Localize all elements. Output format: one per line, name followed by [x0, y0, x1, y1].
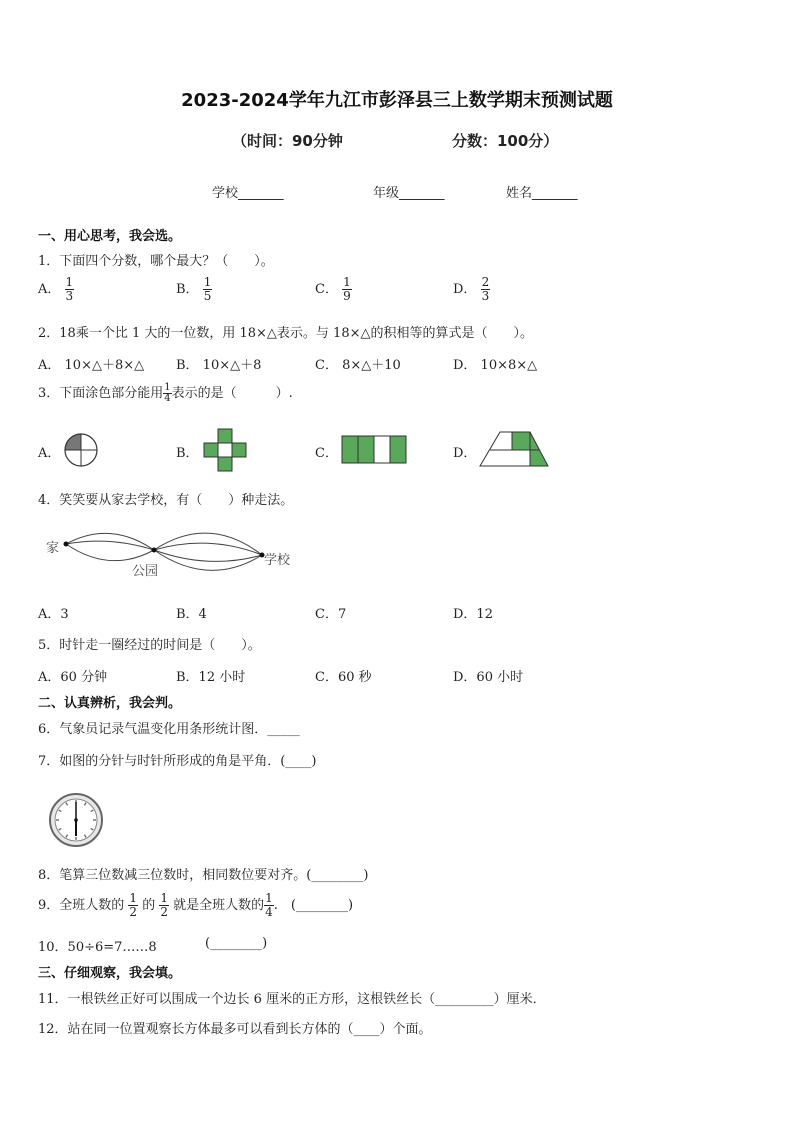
option-letter: B． [176, 282, 199, 297]
school-field[interactable]: 学校_______ [212, 186, 284, 201]
q3-trapezoid-figure [478, 430, 550, 468]
q5-option-b[interactable]: B．12 小时 [176, 670, 246, 685]
q3-option-c-label[interactable]: C． [315, 446, 338, 461]
q3-text: 3．下面涂色部分能用 $\frac{1}{4}$ 表示的是（ ）. [38, 382, 293, 404]
time-label: （时间：90分钟 [232, 132, 343, 150]
q2-option-b[interactable]: B． 10×△＋8 [176, 358, 262, 373]
q3-option-d-label[interactable]: D． [453, 446, 477, 461]
fraction: $\frac{1}{2}$ [160, 891, 168, 919]
grade-field[interactable]: 年级_______ [373, 186, 445, 201]
score-label: 分数：100分） [452, 132, 559, 150]
q11-text: 11．一根铁丝正好可以围成一个边长 6 厘米的正方形，这根铁丝长（_________）厘米． [38, 992, 546, 1007]
q3-option-a-label[interactable]: A． [38, 446, 61, 461]
q3-circle-figure [63, 432, 99, 468]
section-1-heading: 一、用心思考，我会选。 [38, 229, 182, 244]
q4-option-c[interactable]: C．7 [315, 607, 347, 622]
name-field[interactable]: 姓名_______ [506, 186, 578, 201]
fraction: $\frac{1}{3}$ [65, 275, 74, 303]
q5-option-a[interactable]: A．60 分钟 [38, 670, 108, 685]
q4-text: 4．笑笑要从家去学校，有（ ）种走法。 [38, 493, 294, 508]
q3-cross-figure [203, 428, 247, 472]
q3-option-b-label[interactable]: B． [176, 446, 199, 461]
label-park: 公园 [132, 564, 159, 579]
q12-text: 12．站在同一位置观察长方体最多可以看到长方体的（____）个面。 [38, 1022, 432, 1037]
q4-option-d[interactable]: D．12 [453, 607, 493, 622]
fraction: $\frac{1}{2}$ [129, 891, 138, 919]
q1-option-a[interactable] [38, 276, 74, 303]
section-3-heading: 三、仔细观察，我会填。 [38, 966, 182, 981]
q5-option-d[interactable]: D．60 小时 [453, 670, 524, 685]
q9-text: 9．全班人数的 $\frac{1}{2}$ 的 $\frac{1}{2}$ 就是全班人数的 $\frac{1}{4}$ . (________) [38, 891, 354, 919]
q2-text: 2．18乘一个比 1 大的一位数，用 18×△表示。与 18×△的积相等的算式是（ ）。 [38, 326, 533, 341]
section-2-heading: 二、认真辨析，我会判。 [38, 696, 182, 711]
q10-blank[interactable]: (________) [205, 936, 268, 951]
q6-text: 6．气象员记录气温变化用条形统计图．_____ [38, 722, 300, 737]
fraction: $\frac{1}{5}$ [203, 275, 212, 303]
q7-text: 7．如图的分针与时针所形成的角是平角．(____) [38, 754, 317, 769]
fraction: $\frac{1}{9}$ [343, 275, 351, 303]
q5-option-c[interactable]: C．60 秒 [315, 670, 372, 685]
q10-text: 10．50÷6=7……8 [38, 940, 157, 955]
label-school: 学校 [264, 553, 291, 568]
option-letter: D． [453, 282, 477, 297]
q1-option-c[interactable] [315, 276, 352, 303]
label-home: 家 [46, 541, 60, 556]
fraction: $\frac{1}{4}$ [164, 382, 171, 404]
clock-icon [48, 792, 106, 848]
fraction: $\frac{1}{4}$ [265, 891, 273, 919]
q2-option-a[interactable]: A． 10×△＋8×△ [38, 358, 145, 373]
q2-option-d[interactable]: D． 10×8×△ [453, 358, 538, 373]
q4-option-a[interactable]: A．3 [38, 607, 69, 622]
option-letter: A． [38, 282, 61, 297]
q5-text: 5．时针走一圈经过的时间是（ ）。 [38, 638, 261, 653]
q1-option-b[interactable] [176, 276, 212, 303]
q3-strip-figure [341, 435, 409, 465]
q2-option-c[interactable]: C． 8×△＋10 [315, 358, 401, 373]
q8-text: 8．笔算三位数减三位数时，相同数位要对齐。(________) [38, 868, 369, 883]
q1-text: 1．下面四个分数，哪个最大？（ ）。 [38, 254, 274, 269]
option-letter: C． [315, 282, 338, 297]
page-title: 2023-2024学年九江市彭泽县三上数学期末预测试题 [181, 90, 613, 111]
q1-option-d[interactable] [453, 276, 490, 303]
q4-option-b[interactable]: B．4 [176, 607, 207, 622]
fraction: $\frac{2}{3}$ [481, 275, 490, 303]
